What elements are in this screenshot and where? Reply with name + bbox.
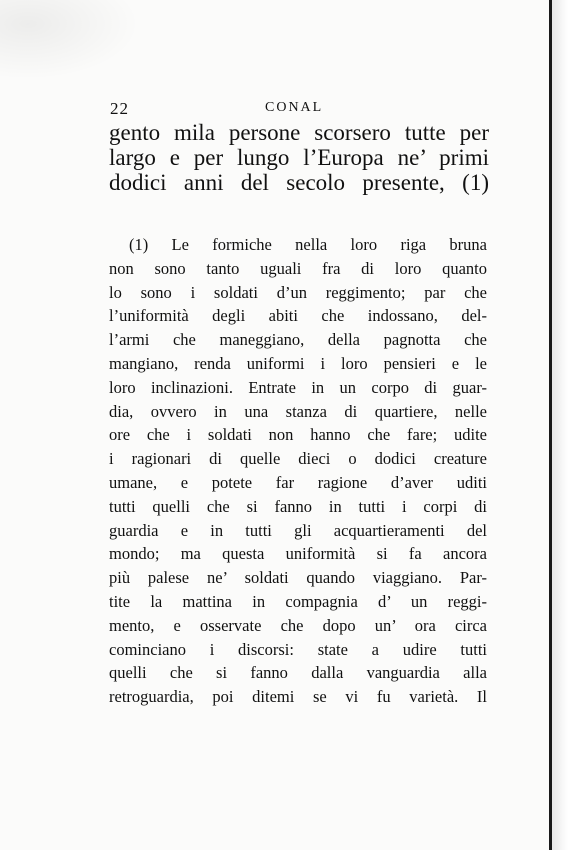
footnote-line: (1) Le formiche nella loro riga bruna [129,235,487,254]
main-text-line: dodici anni del secolo presente, (1) [109,170,489,195]
footnote-line: i ragionari di quelle dieci o dodici creature [109,449,487,469]
footnote-line: quelli che si fanno dalla vanguardia alla [109,663,487,683]
footnote-line: tutti quelli che si fanno in tutti i corpi di [109,496,487,516]
footnote-line: retroguardia, poi ditemi se vi fu varietà. Il [109,687,487,707]
footnote-line: tite la mattina in compagnia d’ un reggi- [109,591,487,611]
page-number: 22 [110,99,129,118]
footnote-line: cominciano i discorsi: state a udire tutti [109,639,487,659]
footnote-line: loro inclinazioni. Entrate in un corpo di guar- [109,377,487,397]
footnote-line: mondo; ma questa uniformità si fa ancora [109,544,487,564]
footnote-line: ore che i soldati non hanno che fare; udite [109,425,487,445]
footnote-line: l’uniformità degli abiti che indossano, del- [109,306,487,326]
footnote-line: guardia e in tutti gli acquartieramenti del [109,520,487,540]
main-text-line: largo e per lungo l’Europa ne’ primi [109,145,489,170]
footnote-block [109,233,487,709]
footnote-line: non sono tanto uguali fra di loro quanto [109,258,487,278]
footnote-line: mangiano, renda uniformi i loro pensieri e le [109,353,487,373]
footnote-line: più palese ne’ soldati quando viaggiano. Par- [109,568,487,588]
footnote-line: l’armi che maneggiano, della pagnotta che [109,330,487,350]
page-margin-shadow [552,0,568,850]
main-text-block [109,120,489,195]
footnote-line: umane, e potete far ragione d’aver uditi [109,472,487,492]
page-header [110,99,486,121]
footnote-line: mento, e osservate che dopo un’ ora circa [109,615,487,635]
running-title: CONAL [265,100,324,115]
footnote-line: dia, ovvero in una stanza di quartiere, nelle [109,401,487,421]
footnote-line: lo sono i soldati d’un reggimento; par che [109,282,487,302]
main-text-line: gento mila persone scorsero tutte per [109,120,489,145]
scan-smudge [0,0,140,80]
